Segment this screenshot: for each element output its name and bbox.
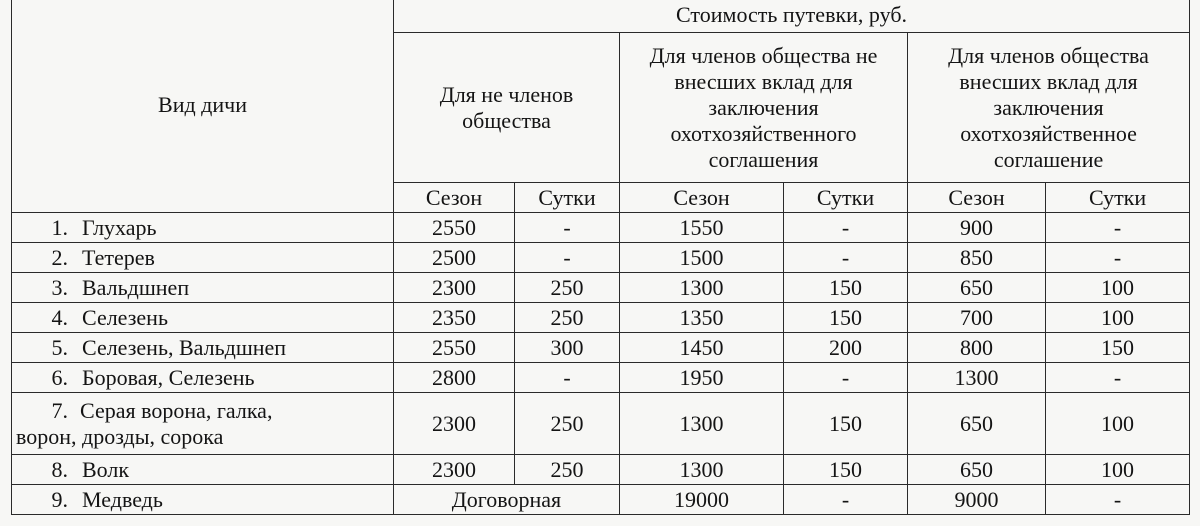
price-cell: 1500 bbox=[620, 243, 784, 273]
price-cell: 1450 bbox=[620, 333, 784, 363]
price-cell: - bbox=[784, 213, 908, 243]
price-cell: 250 bbox=[515, 303, 620, 333]
price-cell: 2300 bbox=[394, 455, 515, 485]
price-cell: 150 bbox=[784, 393, 908, 455]
price-cell: 9000 bbox=[908, 485, 1046, 515]
game-name: Селезень, Вальдшнеп bbox=[82, 334, 287, 360]
price-cell: 1300 bbox=[620, 455, 784, 485]
header-day: Сутки bbox=[1046, 183, 1190, 213]
row-number: 4. bbox=[51, 304, 68, 330]
price-cell: 2800 bbox=[394, 363, 515, 393]
game-name: Селезень bbox=[82, 304, 168, 330]
price-cell: 250 bbox=[515, 393, 620, 455]
table-row bbox=[12, 455, 1190, 485]
game-name: Вальдшнеп bbox=[82, 274, 190, 300]
game-name-line1: Серая ворона, галка, bbox=[80, 397, 273, 423]
price-cell: - bbox=[784, 485, 908, 515]
header-day: Сутки bbox=[515, 183, 620, 213]
negotiable-price-cell: Договорная bbox=[394, 485, 620, 515]
price-cell: 300 bbox=[515, 333, 620, 363]
row-number: 3. bbox=[51, 274, 68, 300]
price-table bbox=[11, 0, 1190, 515]
row-number: 6. bbox=[51, 364, 68, 390]
price-cell: - bbox=[784, 363, 908, 393]
game-name-cell bbox=[12, 273, 394, 303]
game-name: Медведь bbox=[82, 486, 163, 512]
price-cell: 2500 bbox=[394, 243, 515, 273]
game-name: Тетерев bbox=[82, 244, 155, 270]
table-row bbox=[12, 243, 1190, 273]
header-game-type: Вид дичи bbox=[12, 0, 394, 213]
price-cell: 800 bbox=[908, 333, 1046, 363]
price-cell: 2550 bbox=[394, 213, 515, 243]
header-group-members-no-deposit: Для членов общества не внесших вклад для заключения охотхозяйственного соглашения bbox=[620, 33, 908, 183]
row-number: 7. bbox=[51, 397, 68, 423]
price-cell: - bbox=[1046, 243, 1190, 273]
price-cell: - bbox=[1046, 213, 1190, 243]
price-cell: - bbox=[1046, 485, 1190, 515]
price-cell: 100 bbox=[1046, 303, 1190, 333]
game-name-cell bbox=[12, 393, 394, 455]
price-cell: - bbox=[1046, 363, 1190, 393]
header-group-nonmembers: Для не членов общества bbox=[394, 33, 620, 183]
table-row bbox=[12, 273, 1190, 303]
price-cell: 2300 bbox=[394, 273, 515, 303]
price-cell: 250 bbox=[515, 455, 620, 485]
price-cell: 100 bbox=[1046, 455, 1190, 485]
table-row bbox=[12, 393, 1190, 455]
table-row bbox=[12, 213, 1190, 243]
price-cell: 650 bbox=[908, 393, 1046, 455]
price-cell: 1300 bbox=[620, 393, 784, 455]
price-cell: 650 bbox=[908, 455, 1046, 485]
game-name-cell bbox=[12, 363, 394, 393]
table-row bbox=[12, 333, 1190, 363]
price-cell: 900 bbox=[908, 213, 1046, 243]
price-cell: 150 bbox=[784, 455, 908, 485]
game-name-line2: ворон, дрозды, сорока bbox=[16, 423, 224, 449]
header-season: Сезон bbox=[394, 183, 515, 213]
game-name-cell bbox=[12, 303, 394, 333]
header-day: Сутки bbox=[784, 183, 908, 213]
price-cell: - bbox=[515, 213, 620, 243]
price-cell: 1950 bbox=[620, 363, 784, 393]
row-number: 9. bbox=[51, 486, 68, 512]
price-cell: 200 bbox=[784, 333, 908, 363]
row-number: 5. bbox=[51, 334, 68, 360]
price-cell: 100 bbox=[1046, 273, 1190, 303]
table-row bbox=[12, 485, 1190, 515]
table-row bbox=[12, 303, 1190, 333]
price-cell: 850 bbox=[908, 243, 1046, 273]
game-name: Волк bbox=[82, 456, 130, 482]
game-name-cell bbox=[12, 213, 394, 243]
header-group-members-deposit: Для членов общества внесших вклад для заключения охотхозяйственное соглашение bbox=[908, 33, 1190, 183]
game-name-cell bbox=[12, 455, 394, 485]
price-cell: 650 bbox=[908, 273, 1046, 303]
game-name: Боровая, Селезень bbox=[82, 364, 255, 390]
game-name-cell bbox=[12, 485, 394, 515]
table-row bbox=[12, 363, 1190, 393]
header-season: Сезон bbox=[620, 183, 784, 213]
price-cell: 2350 bbox=[394, 303, 515, 333]
header-season: Сезон bbox=[908, 183, 1046, 213]
price-cell: 700 bbox=[908, 303, 1046, 333]
price-cell: - bbox=[515, 243, 620, 273]
price-cell: 19000 bbox=[620, 485, 784, 515]
price-cell: 150 bbox=[784, 303, 908, 333]
price-cell: 1550 bbox=[620, 213, 784, 243]
price-cell: 1300 bbox=[908, 363, 1046, 393]
price-cell: 150 bbox=[784, 273, 908, 303]
price-cell: 2550 bbox=[394, 333, 515, 363]
price-cell: 2300 bbox=[394, 393, 515, 455]
price-cell: 150 bbox=[1046, 333, 1190, 363]
price-cell: 250 bbox=[515, 273, 620, 303]
row-number: 2. bbox=[51, 244, 68, 270]
game-name-cell bbox=[12, 333, 394, 363]
price-cell: 1300 bbox=[620, 273, 784, 303]
price-cell: 1350 bbox=[620, 303, 784, 333]
game-name-cell bbox=[12, 243, 394, 273]
header-cost-title: Стоимость путевки, руб. bbox=[394, 0, 1190, 33]
row-number: 1. bbox=[51, 214, 68, 240]
game-name: Глухарь bbox=[82, 214, 157, 240]
price-cell: - bbox=[515, 363, 620, 393]
header-row-top bbox=[12, 0, 1190, 33]
price-cell: 100 bbox=[1046, 393, 1190, 455]
price-cell: - bbox=[784, 243, 908, 273]
row-number: 8. bbox=[51, 456, 68, 482]
